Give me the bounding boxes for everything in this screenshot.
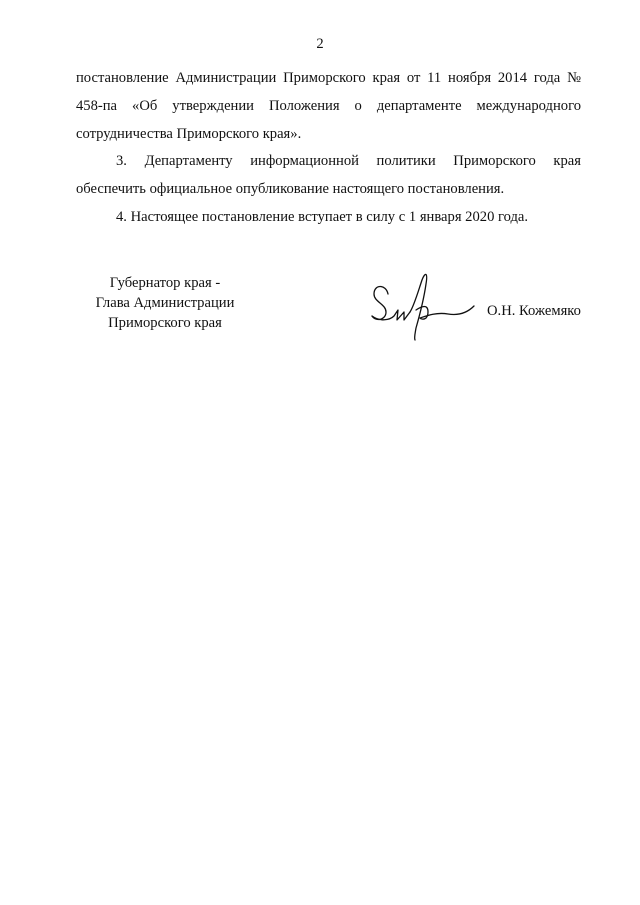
signatory-position [70,273,260,333]
signatory-position-line: Глава Администрации [95,295,235,311]
signatory-position-line: Приморского края [108,315,222,331]
signatory-position-line: Губернатор края - [109,275,221,291]
paragraph-publication-clause: 3. Департаменту информационной политики Приморского края обеспечить официальное опубликование настоящего постановления. [76,153,581,197]
handwritten-signature [364,262,476,342]
signer-name: О.Н. Кожемяко [487,303,581,319]
paragraph-decree-reference: постановление Администрации Приморского края от 11 ноября 2014 года № 458-па «Об утверждении Положения о департаменте международного сотрудничества Приморского края». [76,70,581,142]
paragraph-effective-date-clause: 4. Настоящее постановление вступает в силу с 1 января 2020 года. [116,209,529,225]
page-number: 2 [316,36,324,52]
